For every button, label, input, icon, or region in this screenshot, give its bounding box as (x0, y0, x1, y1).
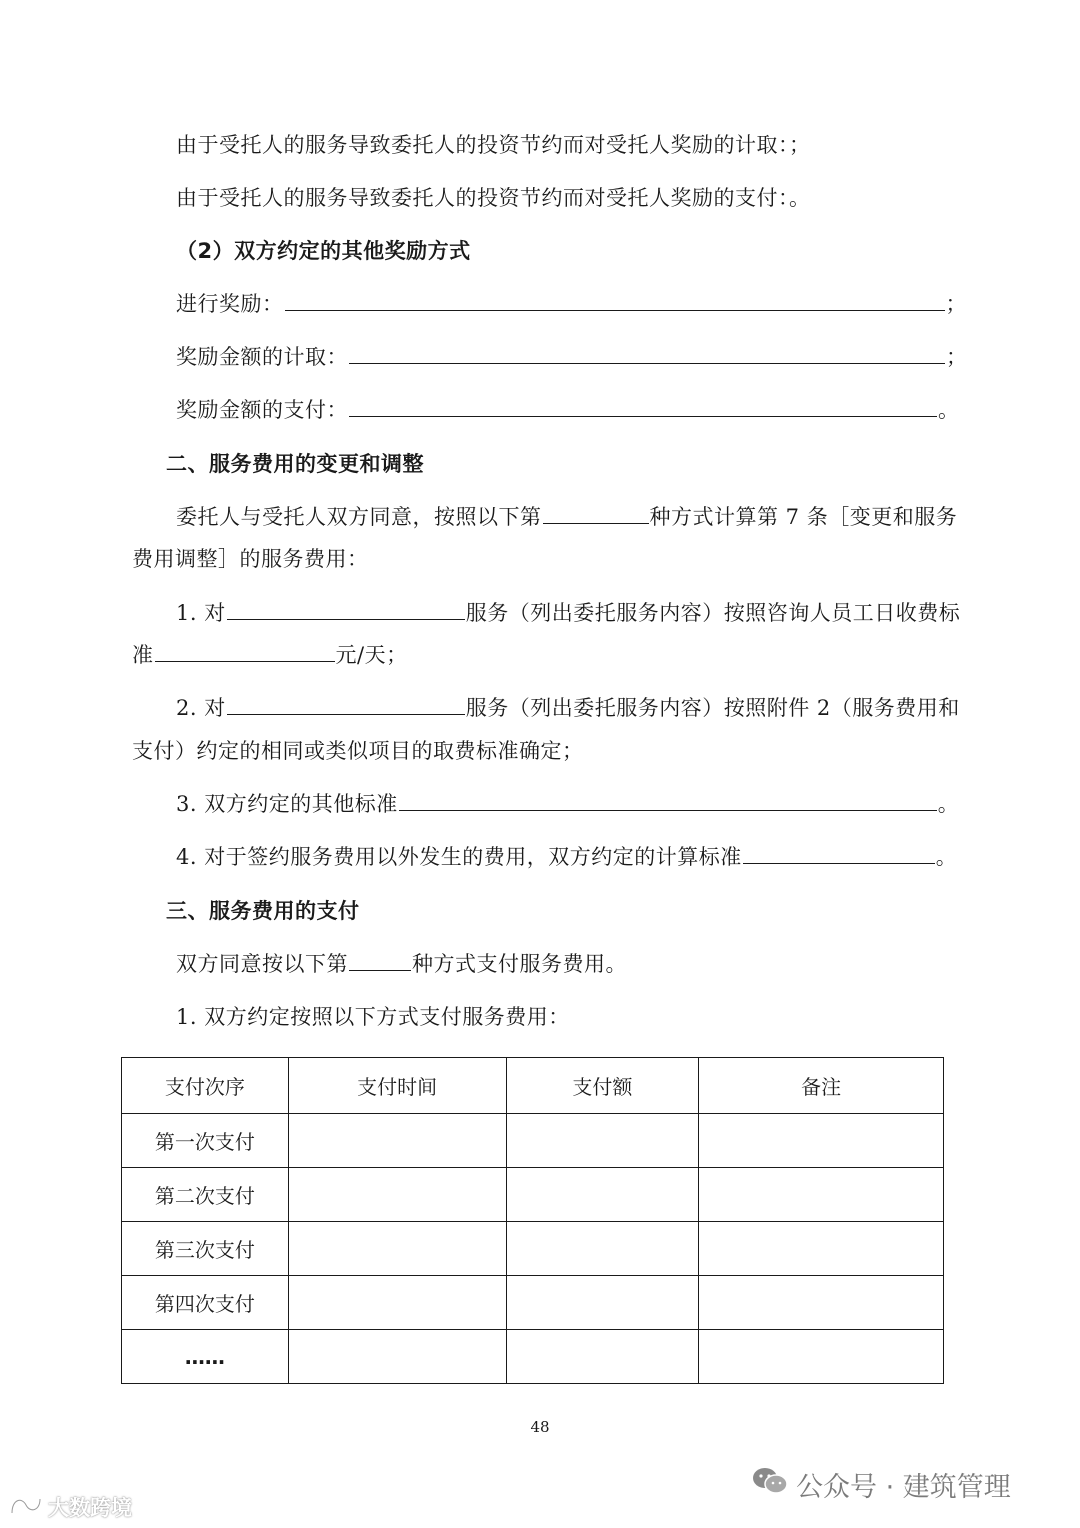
section2-intro-line2 (132, 545, 369, 573)
item2-line1 (176, 694, 960, 722)
row-label: 第一次支付 (122, 1114, 289, 1168)
table-row (122, 1222, 944, 1276)
paragraph-text: 服务（列出委托服务内容）按照附件 2（服务费用和 (465, 696, 960, 720)
table-cell (506, 1114, 699, 1168)
paragraph-text: 2. 对 (176, 696, 226, 720)
paragraph-text: 3. 双方约定的其他标准 (176, 792, 398, 816)
table-row (122, 1114, 944, 1168)
section3-intro (176, 950, 627, 978)
paragraph-text: 种方式计算第 7 条［变更和服务 (649, 505, 958, 529)
heading-text: 二、服务费用的变更和调整 (166, 452, 424, 476)
header-payment-time: 支付时间 (288, 1058, 506, 1114)
section2-intro-line1 (176, 503, 957, 531)
table-cell (506, 1222, 699, 1276)
field-label: 进行奖励： (176, 292, 284, 316)
paragraph-text: 双方同意按以下第 (176, 952, 348, 976)
table-cell (699, 1276, 944, 1330)
row-label: 第二次支付 (122, 1168, 289, 1222)
fill-blank (349, 343, 945, 364)
heading-text: （2）双方约定的其他奖励方式 (176, 239, 471, 263)
item1-line2 (132, 641, 408, 669)
fill-blank (285, 290, 945, 311)
item2-line2 (132, 737, 584, 765)
table-cell (506, 1276, 699, 1330)
header-payment-order: 支付次序 (122, 1058, 289, 1114)
field-reward (176, 290, 967, 318)
row-label: …… (122, 1330, 289, 1384)
paragraph-text: 元/天； (335, 643, 408, 667)
field-label: 奖励金额的计取： (176, 345, 348, 369)
item3 (176, 790, 959, 818)
paragraph-text: 委托人与受托人双方同意，按照以下第 (176, 505, 542, 529)
table-cell (288, 1276, 506, 1330)
payment-schedule-table (121, 1057, 944, 1384)
table-cell (699, 1330, 944, 1384)
fill-blank (227, 599, 465, 620)
table-row (122, 1276, 944, 1330)
paragraph-text: 种方式支付服务费用。 (412, 952, 627, 976)
paragraph-text: 。 (937, 792, 960, 816)
table-cell (506, 1168, 699, 1222)
section3-item1 (176, 1003, 570, 1031)
item4 (176, 843, 957, 871)
paragraph-text: 费用调整］的服务费用： (132, 547, 369, 571)
header-payment-amount: 支付额 (506, 1058, 699, 1114)
row-label: 第三次支付 (122, 1222, 289, 1276)
paragraph-text: 准 (132, 643, 154, 667)
paragraph-text: 。 (935, 845, 958, 869)
field-reward-amount-calc (176, 343, 968, 371)
paragraph-reward-calc (176, 131, 811, 159)
heading-other-reward (176, 237, 471, 265)
table-cell (288, 1330, 506, 1384)
table-cell (506, 1330, 699, 1384)
table-cell (288, 1168, 506, 1222)
item1-line1 (176, 599, 960, 627)
paragraph-text: 1. 对 (176, 601, 226, 625)
paragraph-text: 4. 对于签约服务费用以外发生的费用，双方约定的计算标准 (176, 845, 742, 869)
paragraph-text: 由于受托人的服务导致委托人的投资节约而对受托人奖励的支付：。 (176, 186, 811, 210)
fill-blank (155, 641, 335, 662)
table-cell (699, 1222, 944, 1276)
wechat-watermark-text: 公众号 · 建筑管理 (796, 1472, 1011, 1503)
page-number: 48 (530, 1418, 550, 1436)
table-cell (288, 1114, 506, 1168)
field-punct: ； (945, 292, 967, 316)
header-remarks: 备注 (699, 1058, 944, 1114)
paragraph-text: 支付）约定的相同或类似项目的取费标准确定； (132, 739, 584, 763)
heading-text: 三、服务费用的支付 (166, 899, 360, 923)
fill-blank (743, 843, 935, 864)
corner-watermark (8, 1492, 132, 1522)
table-cell (288, 1222, 506, 1276)
paragraph-text: 1. 双方约定按照以下方式支付服务费用： (176, 1005, 570, 1029)
corner-watermark-text: 大数跨境 (48, 1496, 132, 1520)
table-cell (699, 1114, 944, 1168)
field-reward-amount-pay (176, 396, 960, 424)
wechat-icon (752, 1466, 788, 1503)
field-punct: 。 (938, 398, 960, 422)
table-header-row (122, 1058, 944, 1114)
field-label: 奖励金额的支付： (176, 398, 348, 422)
wechat-watermark (752, 1465, 1011, 1504)
fill-blank (399, 790, 937, 811)
section3-heading (166, 897, 360, 925)
table-cell (699, 1168, 944, 1222)
fill-blank (349, 396, 937, 417)
logo-icon (8, 1493, 44, 1522)
table-row (122, 1168, 944, 1222)
row-label: 第四次支付 (122, 1276, 289, 1330)
fill-blank (227, 694, 465, 715)
fill-blank (543, 503, 649, 524)
field-punct: ； (946, 345, 968, 369)
fill-blank (349, 950, 411, 971)
paragraph-text: 由于受托人的服务导致委托人的投资节约而对受托人奖励的计取：； (176, 133, 811, 157)
paragraph-text: 服务（列出委托服务内容）按照咨询人员工日收费标 (465, 601, 961, 625)
table-row (122, 1330, 944, 1384)
paragraph-reward-pay (176, 184, 811, 212)
section2-heading (166, 450, 424, 478)
